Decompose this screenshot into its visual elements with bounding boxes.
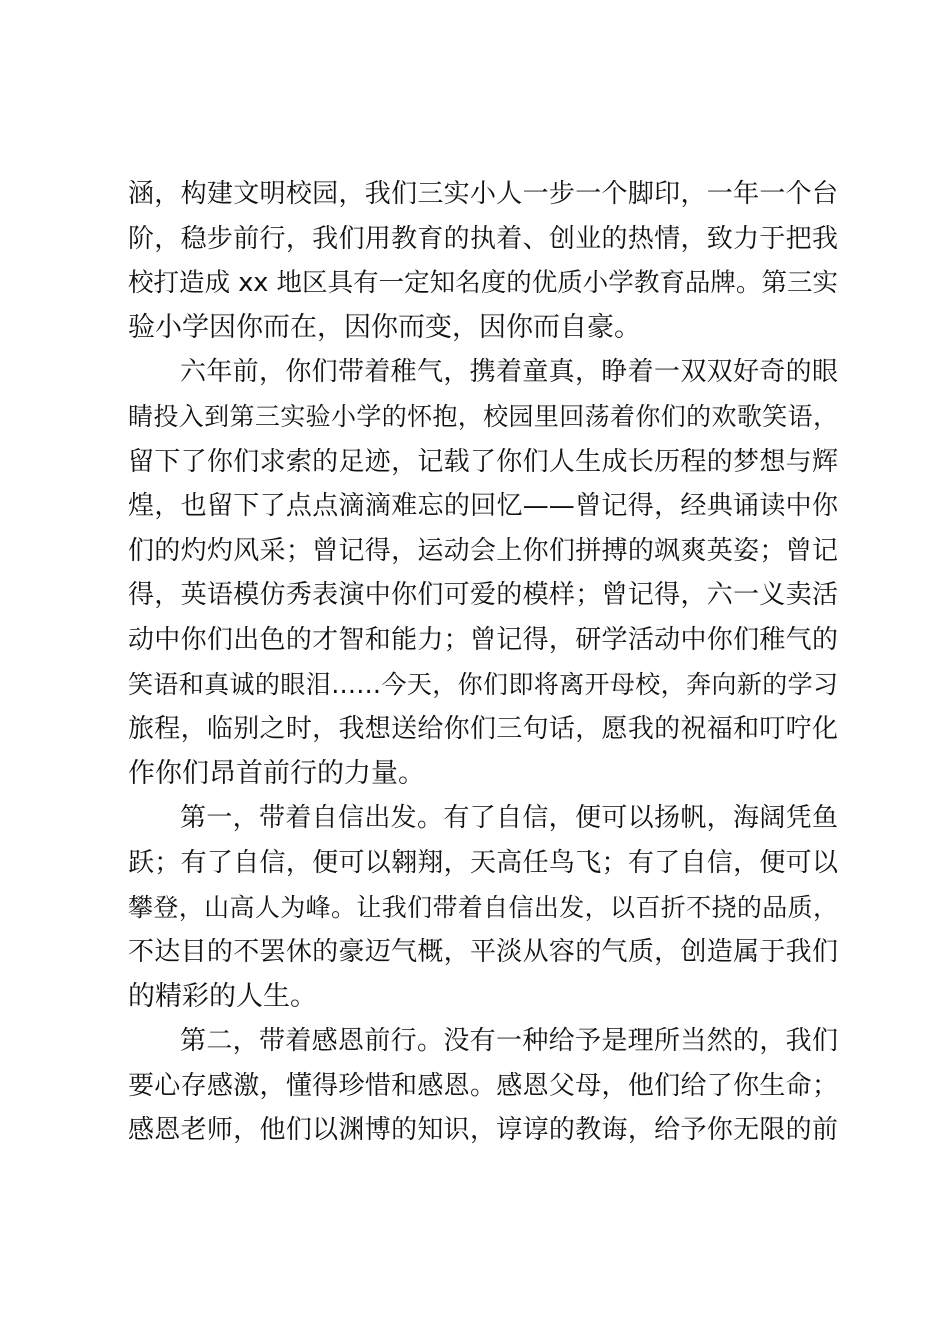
- text-line: 感恩老师，他们以渊博的知识，谆谆的教诲，给予你无限的前: [128, 1115, 838, 1146]
- text-line: 跃；有了自信，便可以翱翔，天高任鸟飞；有了自信，便可以: [128, 847, 838, 878]
- text-line: 涵，构建文明校园，我们三实小人一步一个脚印，一年一个台: [128, 179, 838, 209]
- text-line: 动中你们出色的才智和能力；曾记得，研学活动中你们稚气的: [128, 624, 838, 655]
- text-line: 验小学因你而在，因你而变，因你而自豪。: [128, 311, 641, 343]
- text-line: 不达目的不罢休的豪迈气概，平淡从容的气质，创造属于我们: [128, 937, 838, 968]
- text-line: 留下了你们求索的足迹，记载了你们人生成长历程的梦想与辉: [128, 446, 838, 477]
- body-text: [128, 172, 838, 1153]
- text-line: 校打造成 xx 地区具有一定知名度的优质小学教育品牌。第三实: [128, 268, 838, 299]
- text-line: 得，英语模仿秀表演中你们可爱的模样；曾记得，六一义卖活: [128, 580, 838, 611]
- text-line: 第二，带着感恩前行。没有一种给予是理所当然的，我们: [180, 1026, 838, 1057]
- text-line: 旅程，临别之时，我想送给你们三句话，愿我的祝福和叮咛化: [128, 714, 838, 745]
- text-line: 们的灼灼风采；曾记得，运动会上你们拼搏的飒爽英姿；曾记: [128, 535, 838, 566]
- text-line: 阶，稳步前行，我们用教育的执着、创业的热情，致力于把我: [128, 223, 838, 254]
- text-line: 六年前，你们带着稚气，携着童真，睁着一双双好奇的眼: [180, 357, 838, 388]
- text-line: 笑语和真诚的眼泪……今天，你们即将离开母校，奔向新的学习: [128, 669, 838, 699]
- text-line: 要心存感激，懂得珍惜和感恩。感恩父母，他们给了你生命；: [128, 1070, 838, 1101]
- text-line: 第一，带着自信出发。有了自信，便可以扬帆，海阔凭鱼: [180, 803, 838, 834]
- text-line: 攀登，山高人为峰。让我们带着自信出发，以百折不挠的品质，: [128, 892, 838, 922]
- text-line: 睛投入到第三实验小学的怀抱，校园里回荡着你们的欢歌笑语，: [128, 401, 838, 431]
- text-line: 煌，也留下了点点滴滴难忘的回忆——曾记得，经典诵读中你: [128, 491, 838, 522]
- text-line: 作你们昂首前行的力量。: [128, 757, 425, 789]
- text-line: 的精彩的人生。: [128, 980, 317, 1012]
